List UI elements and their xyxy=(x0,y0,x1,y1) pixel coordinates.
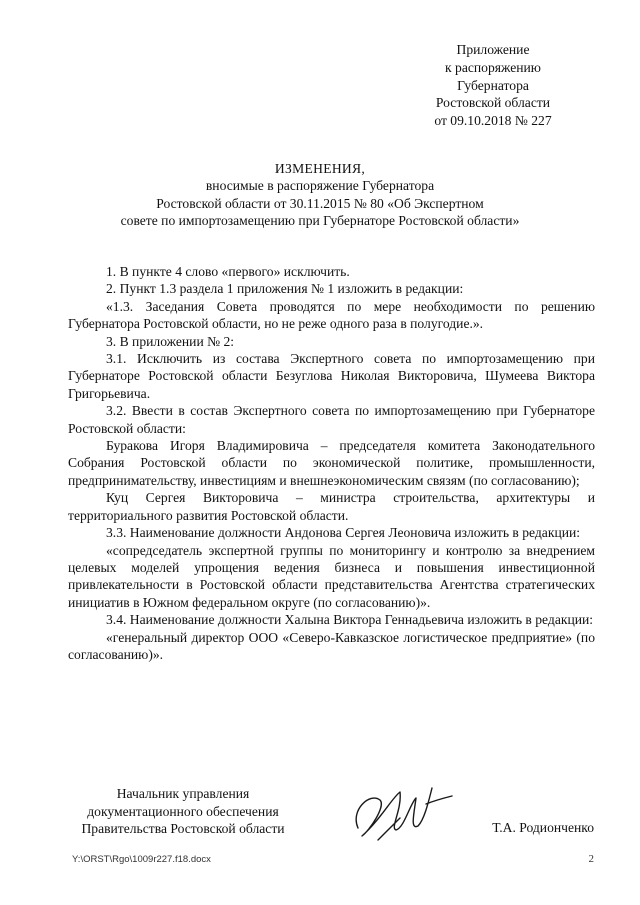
title-line: вносимые в распоряжение Губернатора xyxy=(205,178,435,194)
position-line: Правительства Ростовской области xyxy=(81,821,285,837)
title-heading: ИЗМЕНЕНИЯ, xyxy=(274,161,366,176)
position-line: документационного обеспечения xyxy=(87,803,279,819)
item-3-3-quote: «сопредседатель экспертной группы по мониторингу и контролю за внедрением целевых моделей упрощения ведения бизнеса и повышения инвестиционной привлекательности в Ростовской области представительства Агентства стратегических инициатив в Южном федеральном округе (по согласованию)». xyxy=(68,542,595,610)
appendix-line: к распоряжению xyxy=(445,59,541,75)
position-line: Начальник управления xyxy=(116,786,250,801)
item-2-quote: «1.3. Заседания Совета проводятся по мере необходимости по решению Губернатора Ростовской области, но не реже одного раза в полугодие.». xyxy=(68,298,595,332)
handwritten-signature xyxy=(340,770,460,850)
item-3-2-person-2: Куц Сергея Викторовича – министра строительства, архитектуры и территориального развития Ростовской области. xyxy=(68,490,595,523)
item-3-2: 3.2. Ввести в состав Экспертного совета по импортозамещению при Губернаторе Ростовской области: xyxy=(68,403,595,436)
appendix-line: от 09.10.2018 № 227 xyxy=(434,113,552,129)
signatory-position xyxy=(70,785,296,838)
appendix-line: Губернатора xyxy=(457,77,529,93)
signatory-name: Т.А. Родионченко xyxy=(492,820,594,835)
item-3-3: 3.3. Наименование должности Андонова Сергея Леоновича изложить в редакции: xyxy=(106,525,581,541)
title-line: совете по импортозамещению при Губернаторе Ростовской области» xyxy=(120,213,520,229)
appendix-line: Ростовской области xyxy=(435,95,551,111)
item-2: 2. Пункт 1.3 раздела 1 приложения № 1 изложить в редакции: xyxy=(106,281,464,297)
title-line: Ростовской области от 30.11.2015 № 80 «Об Экспертном xyxy=(156,195,484,211)
page-number: 2 xyxy=(588,853,594,865)
item-3: 3. В приложении № 2: xyxy=(106,333,235,349)
file-path: Y:\ORST\Rgo\1009r227.f18.docx xyxy=(72,854,211,865)
appendix-line: Приложение xyxy=(456,42,530,57)
item-3-2-person-1: Буракова Игоря Владимировича – председателя комитета Законодательного Собрания Ростовской области по экономической политике, промышленности, предпринимательству, инвестициям и внешнеэкономическим связям (по согласованию); xyxy=(68,438,595,488)
item-3-4: 3.4. Наименование должности Халына Виктора Геннадьевича изложить в редакции: xyxy=(106,612,594,628)
item-1: 1. В пункте 4 слово «первого» исключить. xyxy=(106,264,350,279)
item-3-1: 3.1. Исключить из состава Экспертного совета по импортозамещению при Губернаторе Ростовской области Безуглова Николая Викторовича, Шумеева Виктора Григорьевича. xyxy=(68,351,595,401)
item-3-4-quote: «генеральный директор ООО «Северо-Кавказское логистическое предприятие» (по согласованию)». xyxy=(68,629,595,662)
document-body xyxy=(68,263,595,663)
document-title xyxy=(0,160,640,230)
appendix-reference xyxy=(408,41,578,130)
